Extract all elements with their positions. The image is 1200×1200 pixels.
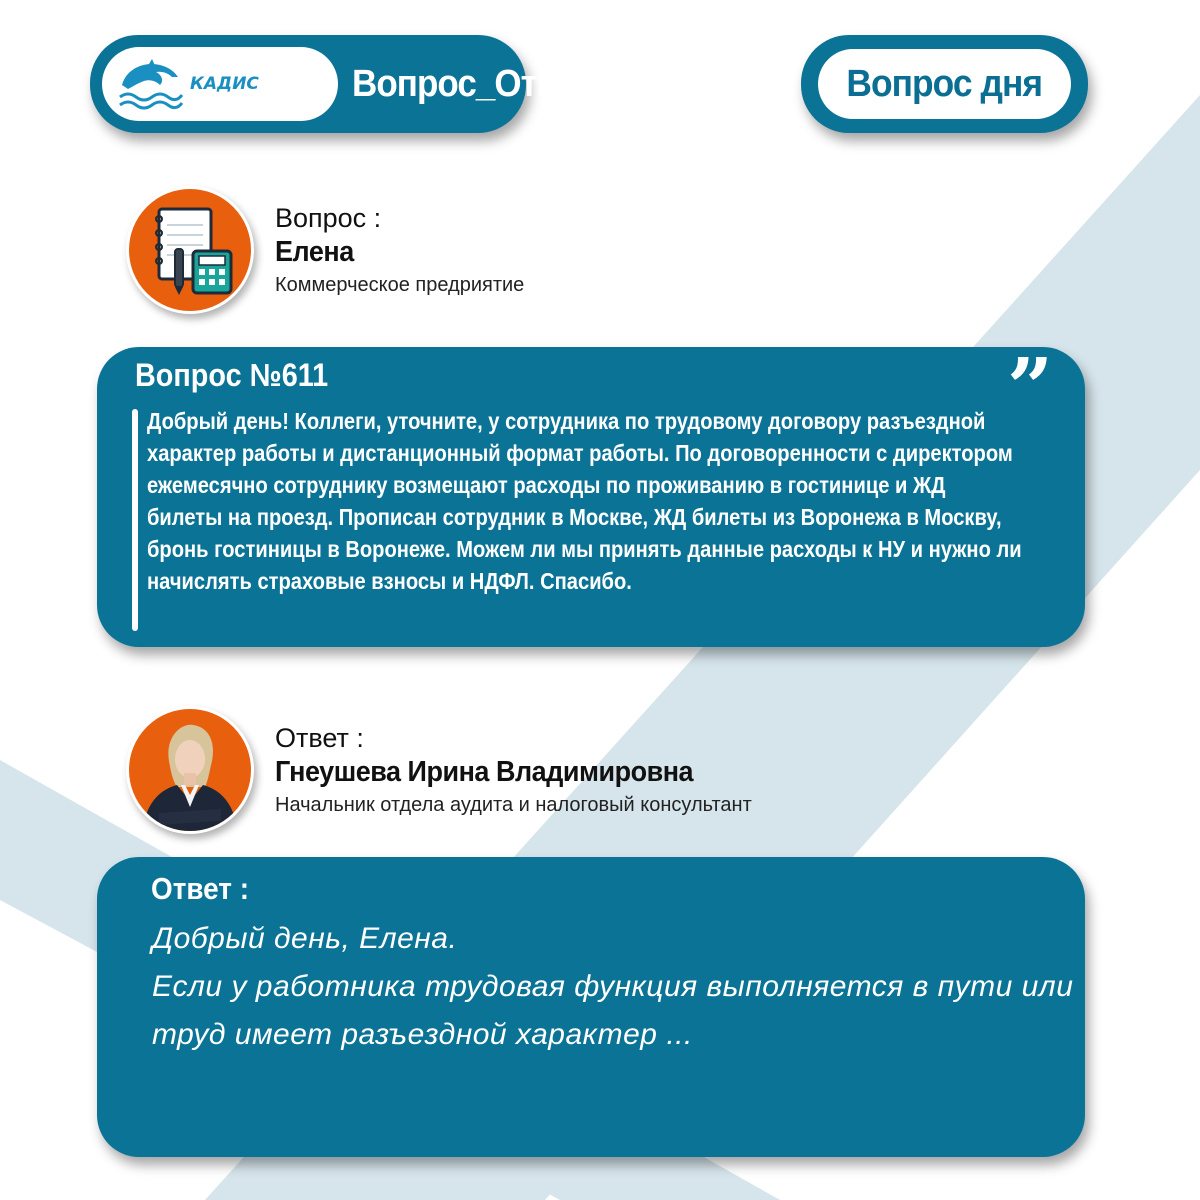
question-of-day-badge — [801, 35, 1088, 133]
quote-icon: ” — [1006, 340, 1053, 434]
answer-author-position: Начальник отдела аудита и налоговый консультант — [275, 794, 752, 816]
question-accent-bar — [132, 409, 138, 631]
question-card — [97, 340, 1085, 647]
brand-logo — [102, 47, 338, 121]
answer-title: Ответ : — [151, 871, 250, 906]
answer-author-role: Ответ : — [275, 723, 364, 753]
brand-header — [90, 35, 592, 133]
brand-logo-text: КАДИС — [190, 74, 259, 94]
answer-text: Добрый день, Елена. Если у работника трудовая функция выполняется в пути или труд имеет разъездной характер ... — [152, 922, 1074, 1051]
answer-card — [97, 857, 1085, 1157]
answer-author-name: Гнеушева Ирина Владимировна — [275, 756, 694, 788]
question-title: Вопрос №611 — [135, 357, 329, 393]
question-of-day-badge-inner — [818, 49, 1071, 119]
page-title: Вопрос_Ответ — [352, 63, 592, 105]
dolphin-logo-icon — [116, 55, 184, 113]
question-author-info — [275, 202, 524, 300]
question-author-name: Елена — [275, 236, 354, 268]
notebook-pen-calculator-icon — [129, 189, 251, 311]
question-author-organization: Коммерческое предриятие — [275, 274, 525, 296]
question-author-role: Вопрос : — [275, 203, 382, 233]
answer-author-avatar — [126, 706, 254, 834]
author-portrait-icon — [129, 709, 251, 831]
question-text: Добрый день! Коллеги, уточните, у сотрудника по трудовому договору разъездной характер работы и дистанционный формат работы. По договоренности с директором ежемесячно сотруднику возмещают расходы по проживанию в гостинице и ЖД билеты на проезд. Прописан сотрудник в Москве, ЖД билеты из Воронежа в Москву, бронь гостиницы в Воронеже. Можем ли мы принять данные расходы к НУ и нужно ли начислять страховые взносы и НДФЛ. Спасибо. — [147, 408, 1022, 594]
question-of-day-label: Вопрос дня — [846, 62, 1043, 105]
question-author-avatar — [126, 186, 254, 314]
answer-author-info — [275, 722, 752, 820]
